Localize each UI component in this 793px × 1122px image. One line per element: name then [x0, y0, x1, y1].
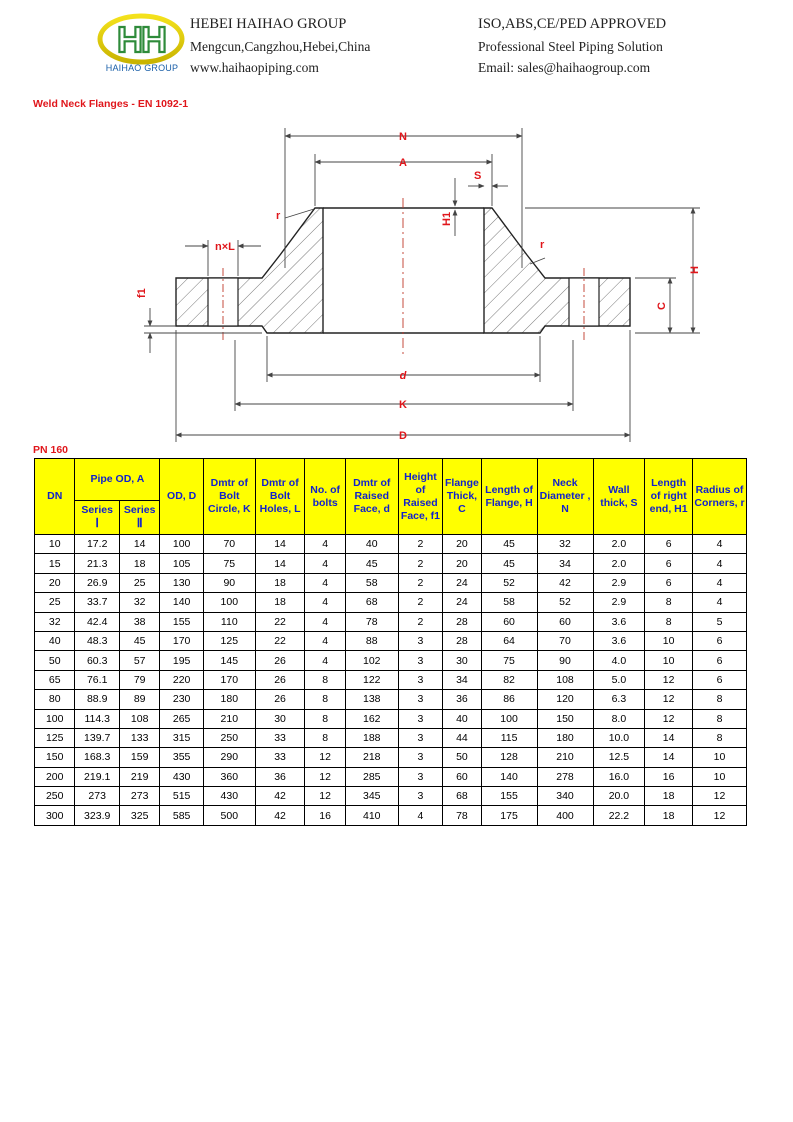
table-cell: 195: [160, 651, 204, 670]
table-cell: 18: [645, 787, 693, 806]
col-series-1: [75, 501, 120, 535]
table-cell: 100: [35, 709, 75, 728]
table-cell: 4.0: [593, 651, 645, 670]
table-cell: 4: [692, 573, 746, 592]
table-cell: 18: [119, 554, 159, 573]
label-d-small: d: [399, 370, 407, 382]
table-cell: 10.0: [593, 728, 645, 747]
table-cell: 500: [203, 806, 255, 825]
table-cell: 290: [203, 748, 255, 767]
table-row: [35, 612, 747, 631]
table-cell: 4: [305, 631, 345, 650]
table-cell: 26: [255, 670, 305, 689]
table-cell: 70: [537, 631, 593, 650]
table-cell: 6: [645, 535, 693, 554]
logo-caption: HAIHAO GROUP: [105, 63, 179, 73]
label-c: C: [656, 302, 668, 310]
table-cell: 4: [692, 554, 746, 573]
table-cell: 8: [692, 709, 746, 728]
table-cell: 48.3: [75, 631, 120, 650]
table-cell: 108: [119, 709, 159, 728]
company-email[interactable]: Email: sales@haihaogroup.com: [478, 60, 651, 75]
table-cell: 21.3: [75, 554, 120, 573]
table-row: [35, 631, 747, 650]
table-cell: 12: [692, 806, 746, 825]
slogan: Professional Steel Piping Solution: [478, 38, 663, 54]
series-2-label: Series: [123, 504, 156, 516]
table-cell: 2.0: [593, 535, 645, 554]
table-cell: 20: [443, 535, 481, 554]
table-cell: 42: [255, 787, 305, 806]
table-cell: 15: [35, 554, 75, 573]
table-cell: 16.0: [593, 767, 645, 786]
table-cell: 3: [398, 767, 443, 786]
table-cell: 12: [305, 767, 345, 786]
table-cell: 75: [203, 554, 255, 573]
table-cell: 50: [35, 651, 75, 670]
table-cell: 2.0: [593, 554, 645, 573]
table-cell: 70: [203, 535, 255, 554]
table-cell: 180: [203, 690, 255, 709]
table-cell: 210: [537, 748, 593, 767]
table-cell: 3.6: [593, 631, 645, 650]
company-website[interactable]: www.haihaopiping.com: [190, 60, 319, 75]
table-row: [35, 554, 747, 573]
table-cell: 30: [255, 709, 305, 728]
table-cell: 36: [255, 767, 305, 786]
table-cell: 42: [255, 806, 305, 825]
table-cell: 105: [160, 554, 204, 573]
table-cell: 6: [645, 573, 693, 592]
table-body: [35, 535, 747, 826]
label-r-right: r: [540, 239, 545, 251]
table-cell: 22: [255, 612, 305, 631]
table-cell: 24: [443, 593, 481, 612]
table-cell: 10: [645, 631, 693, 650]
table-cell: 3: [398, 709, 443, 728]
table-cell: 323.9: [75, 806, 120, 825]
table-cell: 34: [443, 670, 481, 689]
table-cell: 16: [305, 806, 345, 825]
table-cell: 40: [443, 709, 481, 728]
table-cell: 28: [443, 631, 481, 650]
table-cell: 218: [345, 748, 398, 767]
table-cell: 4: [305, 651, 345, 670]
table-cell: 115: [481, 728, 537, 747]
table-cell: 58: [345, 573, 398, 592]
table-cell: 130: [160, 573, 204, 592]
table-cell: 300: [35, 806, 75, 825]
col-flange-thick: Flange Thick, C: [443, 459, 481, 535]
label-a: A: [399, 157, 407, 169]
table-cell: 32: [537, 535, 593, 554]
table-cell: 52: [537, 593, 593, 612]
table-cell: 12: [692, 787, 746, 806]
company-credentials: [478, 14, 666, 79]
series-1-label: Series: [81, 504, 113, 516]
table-cell: 26: [255, 690, 305, 709]
table-row: [35, 709, 747, 728]
table-cell: 4: [305, 593, 345, 612]
table-cell: 108: [537, 670, 593, 689]
company-address: Mengcun,Cangzhou,Hebei,China: [190, 38, 371, 54]
table-row: [35, 651, 747, 670]
table-cell: 22.2: [593, 806, 645, 825]
table-cell: 400: [537, 806, 593, 825]
table-cell: 33: [255, 728, 305, 747]
table-cell: 4: [692, 593, 746, 612]
table-cell: 140: [481, 767, 537, 786]
col-bolt-holes: Dmtr of Bolt Holes, L: [255, 459, 305, 535]
table-cell: 22: [255, 631, 305, 650]
table-cell: 200: [35, 767, 75, 786]
table-cell: 585: [160, 806, 204, 825]
table-cell: 86: [481, 690, 537, 709]
table-cell: 6: [692, 651, 746, 670]
table-cell: 285: [345, 767, 398, 786]
table-cell: 2: [398, 535, 443, 554]
table-cell: 28: [443, 612, 481, 631]
label-s: S: [474, 170, 482, 182]
table-cell: 139.7: [75, 728, 120, 747]
table-cell: 8: [645, 593, 693, 612]
table-cell: 36: [443, 690, 481, 709]
company-name: HEBEI HAIHAO GROUP: [190, 16, 347, 32]
table-row: [35, 690, 747, 709]
table-cell: 90: [537, 651, 593, 670]
table-cell: 14: [645, 748, 693, 767]
table-cell: 32: [119, 593, 159, 612]
table-cell: 2: [398, 554, 443, 573]
table-cell: 430: [160, 767, 204, 786]
table-cell: 102: [345, 651, 398, 670]
table-cell: 230: [160, 690, 204, 709]
table-cell: 44: [443, 728, 481, 747]
table-cell: 8: [305, 670, 345, 689]
table-cell: 5.0: [593, 670, 645, 689]
table-cell: 60: [537, 612, 593, 631]
table-cell: 3: [398, 748, 443, 767]
page-header: [0, 0, 793, 90]
table-cell: 40: [345, 535, 398, 554]
table-cell: 16: [645, 767, 693, 786]
table-cell: 8: [645, 612, 693, 631]
col-pipe-od: Pipe OD, A: [75, 459, 160, 501]
table-cell: 25: [119, 573, 159, 592]
col-no-bolts: No. of bolts: [305, 459, 345, 535]
table-cell: 8: [305, 728, 345, 747]
table-cell: 155: [481, 787, 537, 806]
table-row: [35, 767, 747, 786]
table-cell: 430: [203, 787, 255, 806]
col-od: OD, D: [160, 459, 204, 535]
table-cell: 12: [305, 787, 345, 806]
table-cell: 30: [443, 651, 481, 670]
table-cell: 8: [692, 728, 746, 747]
table-cell: 114.3: [75, 709, 120, 728]
label-n: N: [399, 131, 407, 143]
table-cell: 188: [345, 728, 398, 747]
table-cell: 5: [692, 612, 746, 631]
table-cell: 45: [345, 554, 398, 573]
table-cell: 100: [203, 593, 255, 612]
table-cell: 20: [443, 554, 481, 573]
flange-spec-table: [34, 458, 747, 826]
table-cell: 133: [119, 728, 159, 747]
table-cell: 155: [160, 612, 204, 631]
table-cell: 18: [255, 593, 305, 612]
table-cell: 58: [481, 593, 537, 612]
table-cell: 100: [160, 535, 204, 554]
flange-drawing: [130, 118, 710, 448]
table-cell: 4: [305, 554, 345, 573]
table-cell: 33.7: [75, 593, 120, 612]
table-cell: 42.4: [75, 612, 120, 631]
table-cell: 180: [537, 728, 593, 747]
table-cell: 6.3: [593, 690, 645, 709]
table-row: [35, 728, 747, 747]
table-cell: 38: [119, 612, 159, 631]
table-cell: 6: [692, 670, 746, 689]
table-cell: 2: [398, 612, 443, 631]
table-cell: 250: [35, 787, 75, 806]
table-cell: 25: [35, 593, 75, 612]
table-cell: 45: [119, 631, 159, 650]
table-cell: 42: [537, 573, 593, 592]
table-cell: 278: [537, 767, 593, 786]
col-length-flange: Length of Flange, H: [481, 459, 537, 535]
label-d-large: D: [399, 430, 407, 442]
table-cell: 340: [537, 787, 593, 806]
table-cell: 18: [255, 573, 305, 592]
table-cell: 345: [345, 787, 398, 806]
table-cell: 8: [305, 709, 345, 728]
col-neck-dia: Neck Diameter , N: [537, 459, 593, 535]
table-row: [35, 787, 747, 806]
table-cell: 125: [203, 631, 255, 650]
table-cell: 14: [255, 554, 305, 573]
col-bolt-circle: Dmtr of Bolt Circle, K: [203, 459, 255, 535]
table-cell: 150: [35, 748, 75, 767]
table-cell: 20.0: [593, 787, 645, 806]
table-cell: 68: [443, 787, 481, 806]
table-cell: 220: [160, 670, 204, 689]
table-cell: 150: [537, 709, 593, 728]
table-cell: 26.9: [75, 573, 120, 592]
table-cell: 68: [345, 593, 398, 612]
approvals: ISO,ABS,CE/PED APPROVED: [478, 16, 667, 32]
table-cell: 52: [481, 573, 537, 592]
table-cell: 8: [305, 690, 345, 709]
table-cell: 79: [119, 670, 159, 689]
table-cell: 78: [443, 806, 481, 825]
table-cell: 12.5: [593, 748, 645, 767]
table-cell: 14: [255, 535, 305, 554]
series-1-numeral: Ⅰ: [95, 516, 99, 530]
table-cell: 57: [119, 651, 159, 670]
table-cell: 3: [398, 651, 443, 670]
table-cell: 4: [692, 535, 746, 554]
table-cell: 170: [160, 631, 204, 650]
table-cell: 3: [398, 690, 443, 709]
section-title: Weld Neck Flanges - EN 1092-1: [33, 98, 189, 110]
table-cell: 170: [203, 670, 255, 689]
table-cell: 65: [35, 670, 75, 689]
table-cell: 60: [443, 767, 481, 786]
col-radius: Radius of Corners, r: [692, 459, 746, 535]
table-cell: 219: [119, 767, 159, 786]
table-cell: 355: [160, 748, 204, 767]
col-wall-thick: Wall thick, S: [593, 459, 645, 535]
table-cell: 515: [160, 787, 204, 806]
table-cell: 33: [255, 748, 305, 767]
table-cell: 125: [35, 728, 75, 747]
table-cell: 82: [481, 670, 537, 689]
company-info: [190, 14, 370, 79]
table-cell: 273: [119, 787, 159, 806]
table-cell: 18: [645, 806, 693, 825]
label-f1: f1: [136, 288, 148, 298]
label-h1: H1: [441, 211, 453, 226]
table-cell: 315: [160, 728, 204, 747]
table-cell: 4: [398, 806, 443, 825]
table-cell: 145: [203, 651, 255, 670]
table-cell: 360: [203, 767, 255, 786]
table-row: [35, 806, 747, 825]
table-cell: 140: [160, 593, 204, 612]
table-cell: 325: [119, 806, 159, 825]
table-cell: 12: [645, 690, 693, 709]
label-nxl: n×L: [215, 241, 235, 253]
table-cell: 273: [75, 787, 120, 806]
table-cell: 162: [345, 709, 398, 728]
table-cell: 89: [119, 690, 159, 709]
table-cell: 250: [203, 728, 255, 747]
table-cell: 168.3: [75, 748, 120, 767]
table-cell: 40: [35, 631, 75, 650]
table-cell: 17.2: [75, 535, 120, 554]
table-cell: 138: [345, 690, 398, 709]
table-cell: 75: [481, 651, 537, 670]
table-cell: 76.1: [75, 670, 120, 689]
table-cell: 20: [35, 573, 75, 592]
col-length-right: Length of right end, H1: [645, 459, 693, 535]
table-cell: 12: [645, 709, 693, 728]
table-cell: 26: [255, 651, 305, 670]
col-series-2: [119, 501, 159, 535]
table-cell: 45: [481, 535, 537, 554]
table-cell: 110: [203, 612, 255, 631]
table-cell: 10: [692, 748, 746, 767]
table-cell: 88: [345, 631, 398, 650]
table-cell: 6: [692, 631, 746, 650]
table-cell: 60.3: [75, 651, 120, 670]
table-cell: 4: [305, 573, 345, 592]
table-cell: 2.9: [593, 593, 645, 612]
table-cell: 122: [345, 670, 398, 689]
table-cell: 24: [443, 573, 481, 592]
table-row: [35, 748, 747, 767]
table-cell: 210: [203, 709, 255, 728]
table-cell: 4: [305, 612, 345, 631]
table-cell: 8: [692, 690, 746, 709]
table-cell: 3: [398, 787, 443, 806]
table-cell: 3.6: [593, 612, 645, 631]
label-r-left: r: [276, 210, 281, 222]
table-cell: 80: [35, 690, 75, 709]
pressure-class-label: PN 160: [33, 444, 69, 456]
label-h: H: [689, 266, 701, 274]
table-cell: 219.1: [75, 767, 120, 786]
table-cell: 4: [305, 535, 345, 554]
table-cell: 410: [345, 806, 398, 825]
table-row: [35, 573, 747, 592]
table-cell: 6: [645, 554, 693, 573]
table-cell: 14: [645, 728, 693, 747]
table-row: [35, 593, 747, 612]
table-cell: 159: [119, 748, 159, 767]
table-cell: 100: [481, 709, 537, 728]
table-cell: 12: [645, 670, 693, 689]
flange-section: [176, 198, 630, 358]
table-cell: 10: [35, 535, 75, 554]
svg-text:HH: HH: [117, 19, 165, 60]
table-cell: 3: [398, 728, 443, 747]
table-cell: 175: [481, 806, 537, 825]
table-cell: 2: [398, 573, 443, 592]
table-cell: 64: [481, 631, 537, 650]
table-cell: 60: [481, 612, 537, 631]
table-cell: 128: [481, 748, 537, 767]
table-cell: 10: [692, 767, 746, 786]
table-cell: 90: [203, 573, 255, 592]
table-cell: 32: [35, 612, 75, 631]
table-row: [35, 535, 747, 554]
table-cell: 3: [398, 670, 443, 689]
col-height-rf: Height of Raised Face, f1: [398, 459, 443, 535]
col-dn: DN: [35, 459, 75, 535]
table-cell: 12: [305, 748, 345, 767]
table-cell: 2.9: [593, 573, 645, 592]
table-cell: 78: [345, 612, 398, 631]
table-cell: 50: [443, 748, 481, 767]
table-cell: 3: [398, 631, 443, 650]
col-raised-face: Dmtr of Raised Face, d: [345, 459, 398, 535]
table-cell: 45: [481, 554, 537, 573]
table-cell: 265: [160, 709, 204, 728]
table-cell: 120: [537, 690, 593, 709]
series-2-numeral: Ⅱ: [136, 516, 143, 530]
table-cell: 2: [398, 593, 443, 612]
table-row: [35, 670, 747, 689]
table-cell: 10: [645, 651, 693, 670]
table-cell: 14: [119, 535, 159, 554]
table-cell: 88.9: [75, 690, 120, 709]
table-cell: 34: [537, 554, 593, 573]
label-k: K: [399, 399, 407, 411]
table-cell: 8.0: [593, 709, 645, 728]
